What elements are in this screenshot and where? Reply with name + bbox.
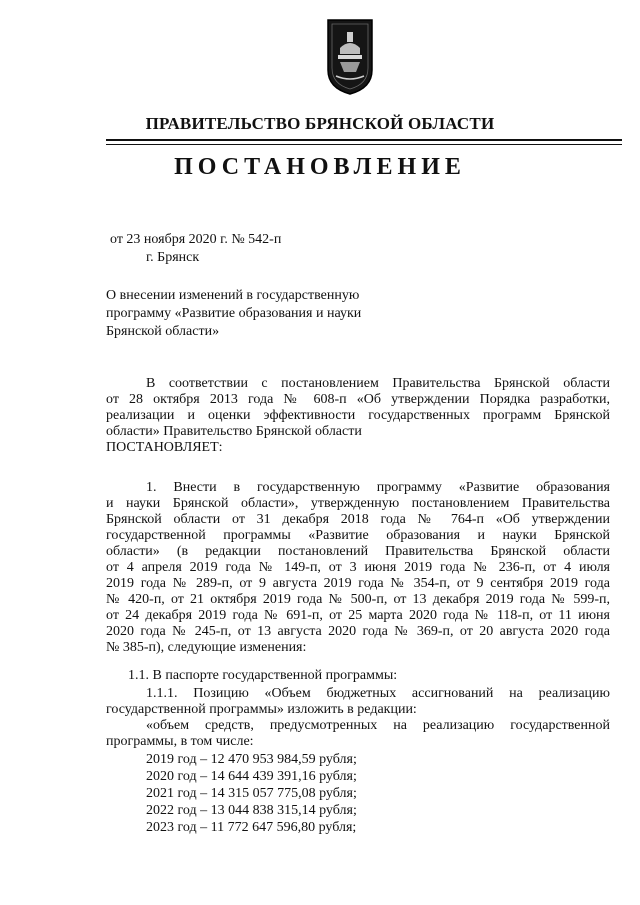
budget-item: 2019 год – 12 470 953 984,59 рубля; — [146, 752, 357, 767]
header-rule-thin — [106, 144, 622, 145]
budget-item: 2022 год – 13 044 838 315,14 рубля; — [146, 803, 357, 818]
quote-intro-paragraph — [106, 718, 610, 750]
resolves-heading: ПОСТАНОВЛЯЕТ: — [106, 440, 223, 455]
clause-line: от 24 декабря 2019 года № 691-п, от 25 марта 2020 года № 118-п, от 11 июня — [106, 608, 610, 623]
clause-line: области» (в редакции постановлений Правительства Брянской области — [106, 544, 610, 559]
preamble-line: реализации и оценки эффективности государственных программ Брянской — [106, 408, 610, 423]
header-rule-thick — [106, 139, 622, 141]
preamble-paragraph — [106, 376, 610, 440]
subject-line: программу «Развитие образования и науки — [106, 306, 362, 321]
clause-line: Брянской области от 31 декабря 2018 года № 764-п «Об утверждении — [106, 512, 610, 527]
clause-line: № 420-п, от 21 октября 2019 года № 500-п, от 13 декабря 2019 года № 599-п, — [106, 592, 610, 607]
clause-1-paragraph — [106, 480, 610, 656]
clause-line: государственной программы «Развитие образования и науки Брянской — [106, 528, 610, 543]
preamble-line: от 28 октября 2013 года № 608-п «Об утверждении Порядка разработки, — [106, 392, 610, 407]
subject-line: О внесении изменений в государственную — [106, 288, 360, 303]
date-number: от 23 ноября 2020 г. № 542-п — [110, 232, 282, 247]
clause-1-1: 1.1. В паспорте государственной программы: — [128, 668, 398, 683]
clause-line: № 385-п), следующие изменения: — [106, 640, 307, 655]
subject-line: Брянской области» — [106, 324, 220, 339]
clause-line: и науки Брянской области», утвержденную постановлением Правительства — [106, 496, 610, 511]
preamble-line: области» Правительство Брянской области — [106, 424, 362, 439]
clause-line: 1.1.1. Позицию «Объем бюджетных ассигнований на реализацию — [146, 686, 610, 701]
clause-line: 2019 года № 289-п, от 9 августа 2019 года № 354-п, от 9 сентября 2019 года — [106, 576, 610, 591]
clause-1-1-1-paragraph — [106, 686, 610, 718]
clause-line: 2020 года № 245-п, от 13 августа 2020 года № 369-п, от 20 августа 2020 года — [106, 624, 610, 639]
organization-title: ПРАВИТЕЛЬСТВО БРЯНСКОЙ ОБЛАСТИ — [145, 114, 495, 133]
document-type-title: ПОСТАНОВЛЕНИЕ — [174, 154, 466, 180]
preamble-line: В соответствии с постановлением Правительства Брянской области — [146, 376, 610, 391]
clause-line: от 4 апреля 2019 года № 149-п, от 3 июня 2019 года № 236-п, от 4 июля — [106, 560, 610, 575]
budget-item: 2021 год – 14 315 057 775,08 рубля; — [146, 786, 357, 801]
clause-line: 1. Внести в государственную программу «Развитие образования — [146, 480, 610, 495]
city: г. Брянск — [146, 250, 200, 265]
clause-line: государственной программы» изложить в редакции: — [106, 702, 417, 717]
budget-item: 2023 год – 11 772 647 596,80 рубля; — [146, 820, 357, 835]
budget-list — [146, 752, 357, 837]
quote-line: «объем средств, предусмотренных на реализацию государственной — [146, 718, 610, 733]
budget-item: 2020 год – 14 644 439 391,16 рубля; — [146, 769, 357, 784]
quote-line: программы, в том числе: — [106, 734, 254, 749]
coat-of-arms-icon — [326, 18, 374, 96]
